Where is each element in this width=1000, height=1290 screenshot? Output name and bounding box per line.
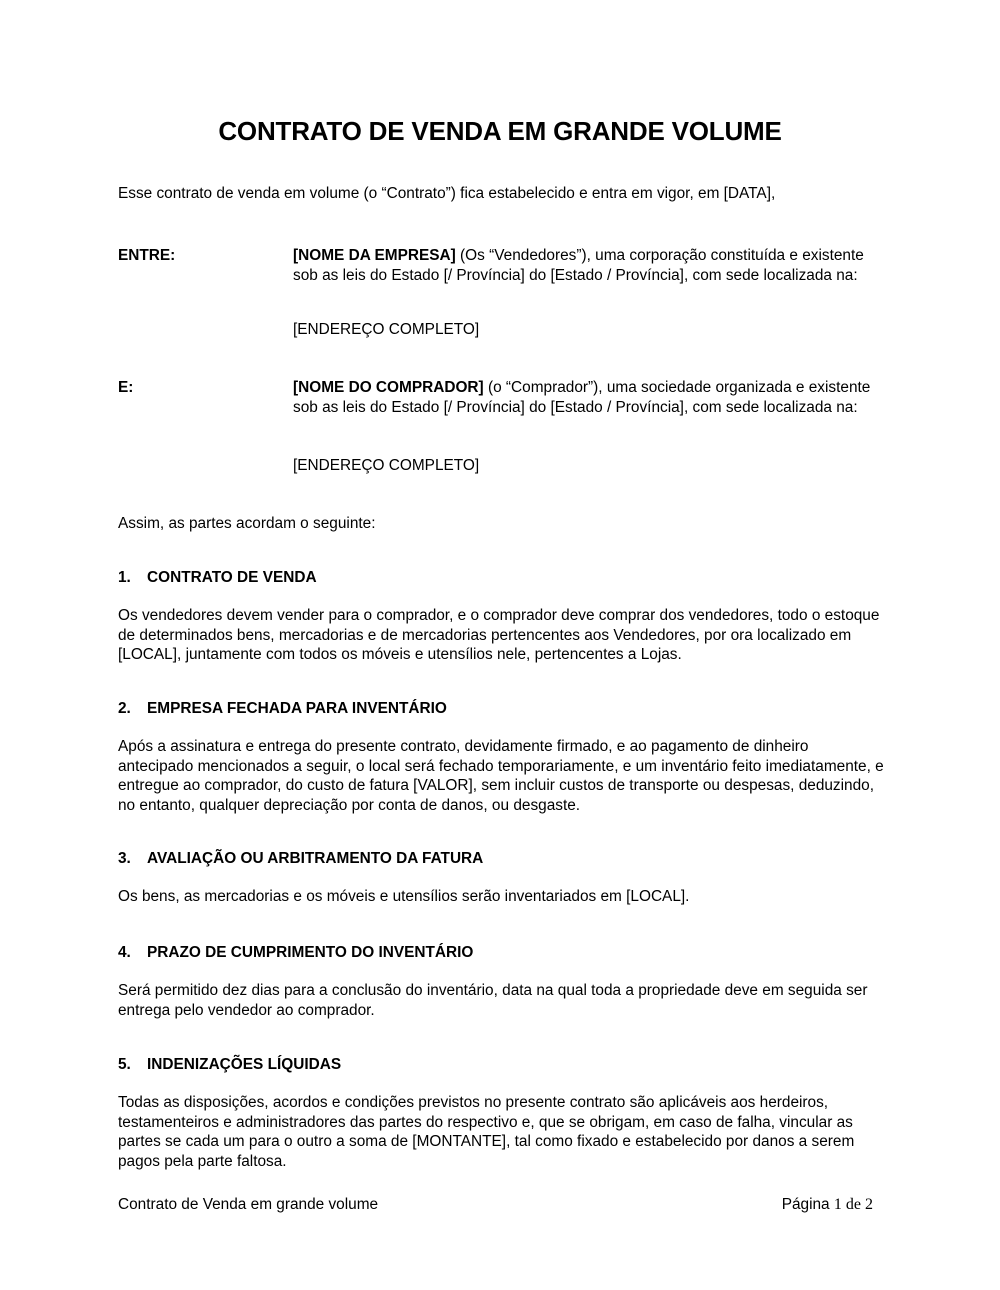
section-heading-5 bbox=[118, 1056, 341, 1074]
party-details-buyer: (o “Comprador”), uma sociedade organizada e existente sob as leis do Estado [/ Província] do [Estado / Província], com sede localizada na: bbox=[293, 379, 871, 416]
section-heading-1 bbox=[118, 569, 317, 587]
page-current: 1 bbox=[833, 1196, 842, 1213]
section-title: EMPRESA FECHADA PARA INVENTÁRIO bbox=[147, 700, 447, 717]
footer-document-name: Contrato de Venda em grande volume bbox=[118, 1196, 379, 1213]
section-title: INDENIZAÇÕES LÍQUIDAS bbox=[147, 1056, 342, 1073]
page-total: 2 bbox=[865, 1196, 873, 1213]
party-label-buyer: E: bbox=[118, 379, 134, 396]
section-heading-3 bbox=[118, 850, 483, 868]
party-description-seller bbox=[293, 246, 883, 285]
document-title: CONTRATO DE VENDA EM GRANDE VOLUME bbox=[218, 116, 782, 146]
section-body-3: Os bens, as mercadorias e os móveis e utensílios serão inventariados em [LOCAL]. bbox=[118, 888, 690, 905]
section-title: CONTRATO DE VENDA bbox=[147, 569, 317, 586]
section-title: PRAZO DE CUMPRIMENTO DO INVENTÁRIO bbox=[147, 944, 474, 961]
party-details-seller: (Os “Vendedores”), uma corporação constituída e existente sob as leis do Estado [/ Província] do [Estado / Província], com sede localizada na: bbox=[293, 247, 864, 284]
section-body-4: Será permitido dez dias para a conclusão do inventário, data na qual toda a propriedade deve em seguida ser entrega pelo vendedor ao comprador. bbox=[118, 982, 868, 1019]
intro-paragraph: Esse contrato de venda em volume (o “Contrato”) fica estabelecido e entra em vigor, em [DATA], bbox=[118, 185, 776, 202]
section-body-1: Os vendedores devem vender para o comprador, e o comprador deve comprar dos vendedores, todo o estoque de determinados bens, mercadorias e de mercadorias pertencentes aos Vendedores, por ora localizado em [LOCAL], juntamente com todos os móveis e utensílios nele, pertencentes a Lojas. bbox=[118, 607, 880, 663]
section-number: 5. bbox=[118, 1056, 131, 1073]
section-heading-4 bbox=[118, 944, 473, 962]
party-address-seller: [ENDEREÇO COMPLETO] bbox=[293, 321, 480, 338]
page-of: de bbox=[841, 1196, 865, 1213]
party-name-buyer: [NOME DO COMPRADOR] bbox=[293, 379, 484, 396]
page-label: Página bbox=[781, 1196, 834, 1213]
party-name-seller: [NOME DA EMPRESA] bbox=[293, 247, 456, 264]
section-number: 2. bbox=[118, 700, 131, 717]
party-label-seller: ENTRE: bbox=[118, 247, 176, 264]
section-body-2: Após a assinatura e entrega do presente contrato, devidamente firmado, e ao pagamento de dinheiro antecipado mencionados a seguir, o local será fechado temporariamente, e um inventário feito imediatamente, e entregue ao comprador, do custo de fatura [VALOR], sem incluir custos de transporte ou despesas, deduzindo, no entanto, qualquer depreciação por conta de danos, ou desgaste. bbox=[118, 738, 884, 814]
section-title: AVALIAÇÃO OU ARBITRAMENTO DA FATURA bbox=[147, 850, 484, 867]
section-heading-2 bbox=[118, 700, 447, 718]
section-number: 4. bbox=[118, 944, 131, 961]
section-number: 3. bbox=[118, 850, 131, 867]
party-description-buyer bbox=[293, 378, 883, 417]
party-address-buyer: [ENDEREÇO COMPLETO] bbox=[293, 457, 480, 474]
footer-page-number bbox=[782, 1196, 873, 1214]
section-body-5: Todas as disposições, acordos e condições previstos no presente contrato são aplicáveis aos herdeiros, testamenteiros e administradores das partes do respectivo e, que se obrigam, em caso de falha, vincular as partes se cada um para o outro a soma de [MONTANTE], tal como fixado e estabelecido por danos a serem pagos pela parte faltosa. bbox=[118, 1094, 855, 1170]
agreement-statement: Assim, as partes acordam o seguinte: bbox=[118, 515, 376, 532]
section-number: 1. bbox=[118, 569, 131, 586]
